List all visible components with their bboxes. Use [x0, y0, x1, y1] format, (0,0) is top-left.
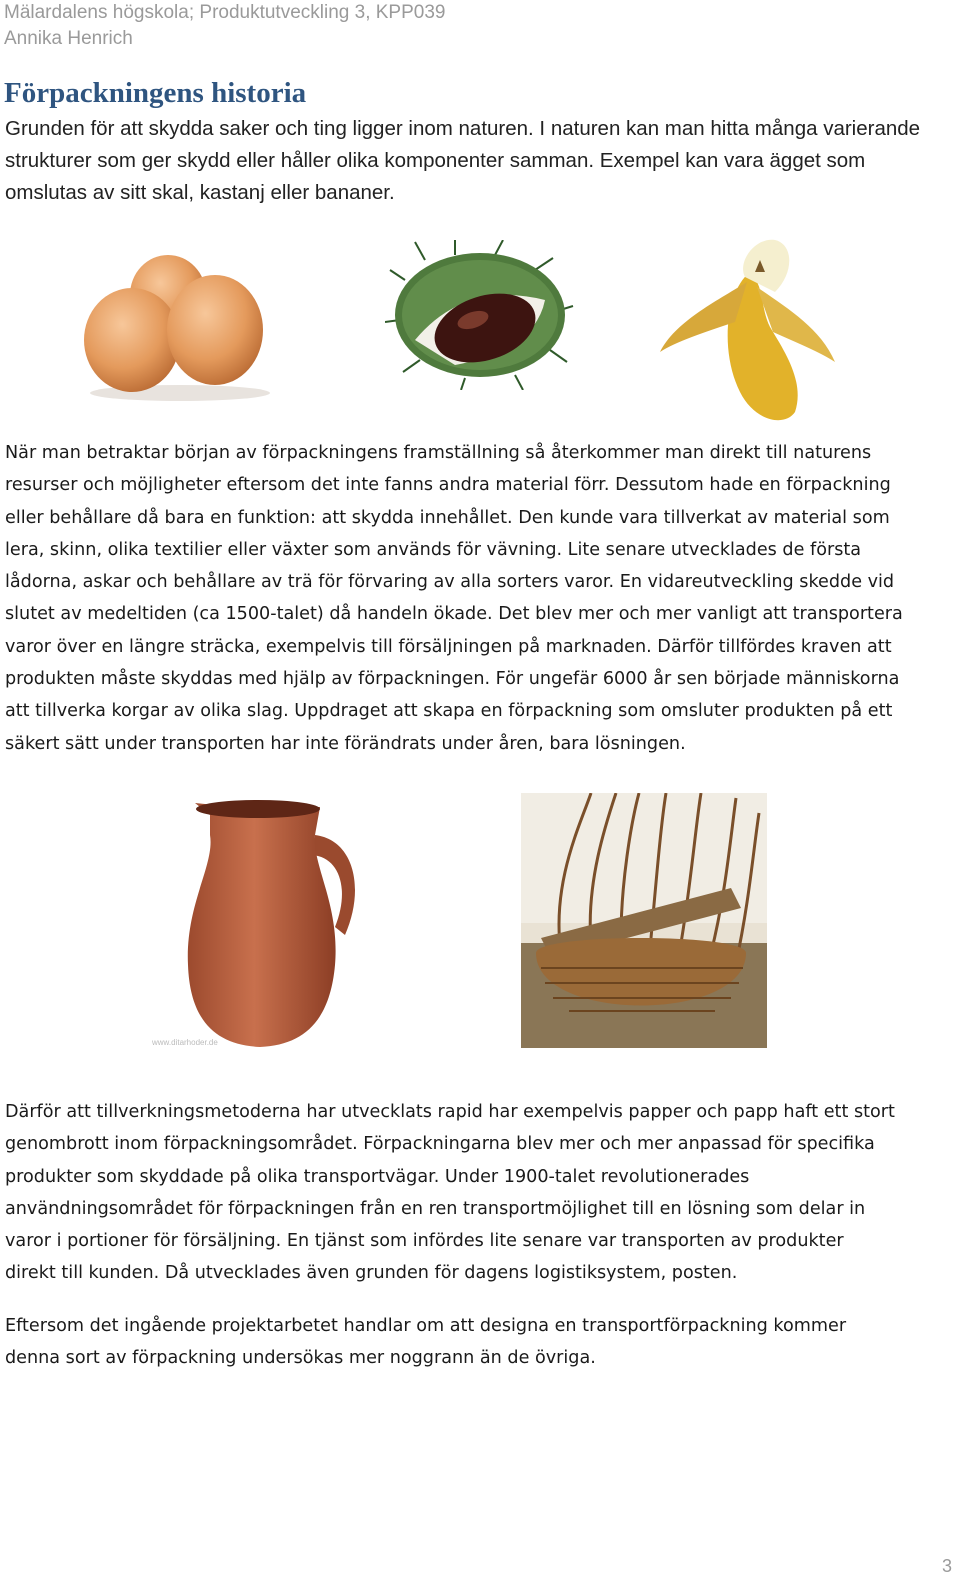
intro-line: Grunden för att skydda saker och ting ligger inom naturen. I naturen kan man hitta många varierande	[5, 117, 921, 140]
page-number: 3	[941, 1556, 952, 1576]
paragraph-line: produkten måste skyddas med hjälp av förpackningen. För ungefär 6000 år sen började människorna	[5, 669, 900, 690]
document-header	[4, 0, 445, 52]
header-course: Mälardalens högskola; Produktutveckling 3, KPP039	[4, 2, 446, 23]
pitcher-watermark: www.ditarhoder.de	[152, 1038, 218, 1047]
banana-image	[645, 232, 845, 432]
basket-image	[521, 793, 767, 1048]
paragraph-line: produkter som skyddade på olika transportvägar. Under 1900-talet revolutionerades	[5, 1166, 750, 1187]
history-paragraph	[5, 437, 955, 760]
eggs-image	[70, 245, 280, 405]
paragraph-line: Därför att tillverkningsmetoderna har utvecklats rapid har exempelvis papper och papp haft ett stort	[5, 1102, 895, 1122]
paragraph-line: När man betraktar början av förpackningens framställning så återkommer man direkt till naturens	[5, 443, 872, 463]
paragraph-line: lera, skinn, olika textilier eller växter som används för vävning. Lite senare utvecklades de första	[5, 539, 862, 560]
paragraph-line: säkert sätt under transporten har inte förändrats under åren, bara lösningen.	[5, 733, 686, 754]
paragraph-line: att tillverka korgar av olika slag. Uppdraget att skapa en förpackning som omsluter produkten på ett	[5, 701, 893, 722]
intro-line: omslutas av sitt skal, kastanj eller bananer.	[5, 181, 395, 204]
project-paragraph	[5, 1310, 955, 1375]
paragraph-line: eller behållare då bara en funktion: att skydda innehållet. Den kunde vara tillverkat av material som	[5, 507, 890, 528]
intro-paragraph	[5, 113, 920, 209]
paragraph-line: varor över en längre sträcka, exempelvis till försäljningen på marknaden. Därför tillfördes kraven att	[5, 636, 892, 657]
paragraph-line: genombrott inom förpackningsområdet. Förpackningarna blev mer och mer anpassad för specifika	[5, 1134, 875, 1155]
paragraph-line: direkt till kunden. Då utvecklades även grunden för dagens logistiksystem, posten.	[5, 1263, 738, 1284]
paragraph-line: användningsområdet för förpackningen från en ren transportmöjlighet till en lösning som delar in	[5, 1198, 866, 1219]
intro-line: strukturer som ger skydd eller håller olika komponenter samman. Exempel kan vara ägget som	[5, 149, 866, 172]
paragraph-line: slutet av medeltiden (ca 1500-talet) då handeln ökade. Det blev mer och mer vanligt att transportera	[5, 604, 903, 625]
paragraph-line: Eftersom det ingående projektarbetet handlar om att designa en transportförpackning kommer	[5, 1316, 847, 1336]
paragraph-line: resurser och möjligheter eftersom det inte fanns andra material förr. Dessutom hade en förpackning	[5, 475, 891, 496]
paragraph-line: varor i portioner för försäljning. En tjänst som infördes lite senare var transporten av produkter	[5, 1231, 844, 1252]
paragraph-line: lådorna, askar och behållare av trä för förvaring av alla sorters varor. En vidareutveckling skedde vid	[5, 572, 895, 593]
header-author: Annika Henrich	[4, 28, 133, 49]
clay-pitcher-image	[140, 795, 390, 1055]
modern-packaging-paragraph	[5, 1096, 955, 1290]
chestnut-image	[385, 240, 575, 390]
page-title: Förpackningens historia	[4, 77, 307, 109]
paragraph-line: denna sort av förpackning undersökas mer noggrann än de övriga.	[5, 1348, 596, 1369]
